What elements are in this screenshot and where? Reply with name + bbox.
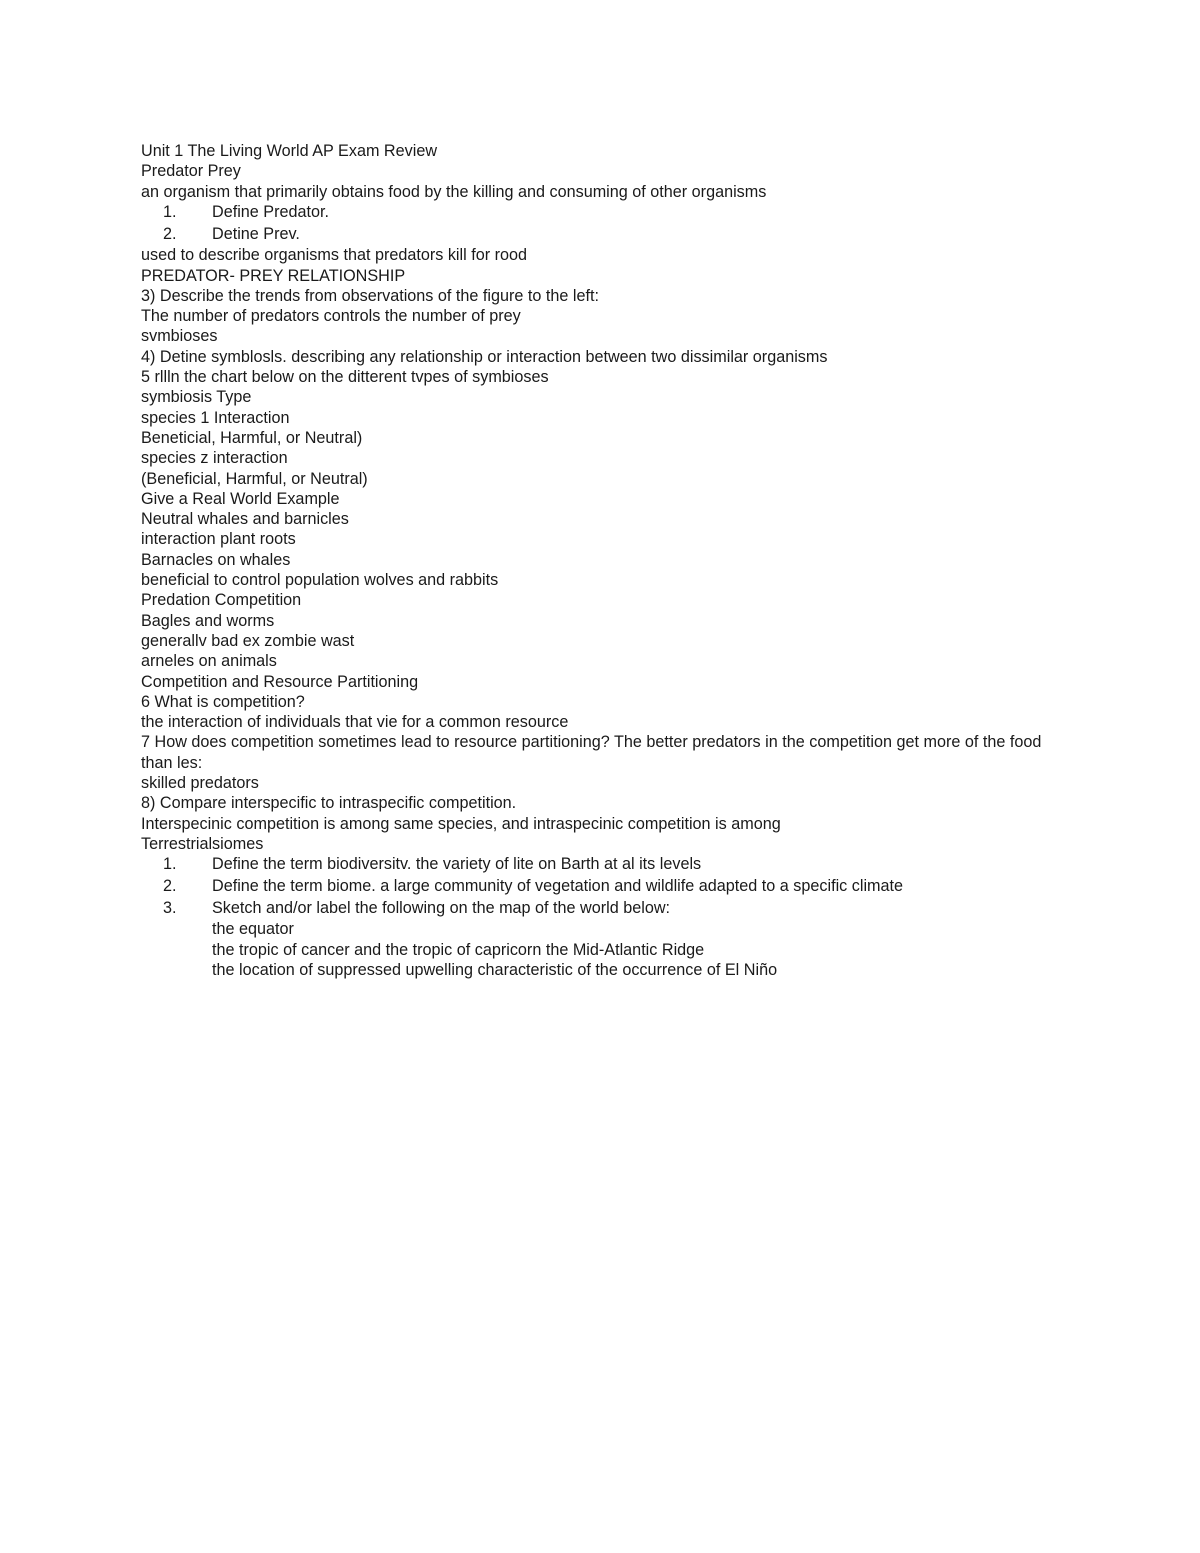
text-line: skilled predators xyxy=(141,774,259,793)
text-line: the interaction of individuals that vie for a common resource xyxy=(141,713,569,732)
list-text: Define Predator. xyxy=(212,202,329,221)
list-item xyxy=(141,224,1071,246)
text-line: an organism that primarily obtains food by the killing and consuming of other organisms xyxy=(141,182,767,201)
list-item xyxy=(141,876,1071,898)
section-heading: PREDATOR- PREY RELATIONSHIP xyxy=(141,266,406,285)
text-line: Neutral whales and barnicles xyxy=(141,510,349,529)
text-line: 8) Compare interspecific to intraspecific competition. xyxy=(141,794,517,813)
list-text: Detine Prev. xyxy=(212,224,300,243)
list-number: 1. xyxy=(163,202,177,221)
sub-item: the location of suppressed upwelling characteristic of the occurrence of El Niño xyxy=(212,960,778,979)
section-heading: Competition and Resource Partitioning xyxy=(141,672,419,691)
text-line: 4) Detine symblosls. describing any relationship or interaction between two dissimilar organisms xyxy=(141,347,828,366)
text-line: species z interaction xyxy=(141,449,288,468)
text-line: beneficial to control population wolves and rabbits xyxy=(141,571,499,590)
list-number: 2. xyxy=(163,876,177,895)
text-line: species 1 Interaction xyxy=(141,408,290,427)
sub-item: the equator xyxy=(212,920,294,939)
text-line: Beneticial, Harmful, or Neutral) xyxy=(141,428,363,447)
section-heading: Terrestrialsiomes xyxy=(141,834,264,853)
list-text: Define the term biome. a large community of vegetation and wildlife adapted to a specific climate xyxy=(212,876,904,895)
text-paragraph: 7 How does competition sometimes lead to resource partitioning? The better predators in the competition get more of the food than les: xyxy=(141,733,1042,772)
list-text: Sketch and/or label the following on the map of the world below: xyxy=(212,898,671,917)
list-number: 2. xyxy=(163,224,177,243)
document-title: Unit 1 The Living World AP Exam Review xyxy=(141,142,438,160)
text-line: arneles on animals xyxy=(141,652,277,671)
text-line: svmbioses xyxy=(141,327,218,346)
text-line: generallv bad ex zombie wast xyxy=(141,631,355,650)
text-line: interaction plant roots xyxy=(141,530,296,549)
list-number: 3. xyxy=(163,898,177,917)
text-line: 3) Describe the trends from observations of the figure to the left: xyxy=(141,286,599,305)
list-item xyxy=(141,854,1071,876)
list-text: Define the term biodiversitv. the variety of lite on Barth at al its levels xyxy=(212,855,702,874)
list-item xyxy=(141,202,1071,224)
list-item xyxy=(141,898,1071,920)
text-line: 6 What is competition? xyxy=(141,692,305,711)
text-line: Bagles and worms xyxy=(141,611,275,630)
text-line: (Beneficial, Harmful, or Neutral) xyxy=(141,469,368,488)
text-line: symbiosis Type xyxy=(141,388,252,407)
text-line: Predation Competition xyxy=(141,591,302,610)
text-line: 5 rllln the chart below on the ditterent tvpes of symbioses xyxy=(141,368,549,387)
text-line: used to describe organisms that predators kill for rood xyxy=(141,246,527,265)
text-line: Predator Prey xyxy=(141,162,241,181)
text-line: Give a Real World Example xyxy=(141,489,340,508)
sub-item: the tropic of cancer and the tropic of capricorn the Mid-Atlantic Ridge xyxy=(212,940,705,959)
text-line: Barnacles on whales xyxy=(141,550,291,569)
document-body xyxy=(141,141,1071,980)
text-line: Interspecinic competition is among same species, and intraspecinic competition is among xyxy=(141,814,781,833)
list-number: 1. xyxy=(163,855,177,874)
text-line: The number of predators controls the number of prey xyxy=(141,307,521,326)
